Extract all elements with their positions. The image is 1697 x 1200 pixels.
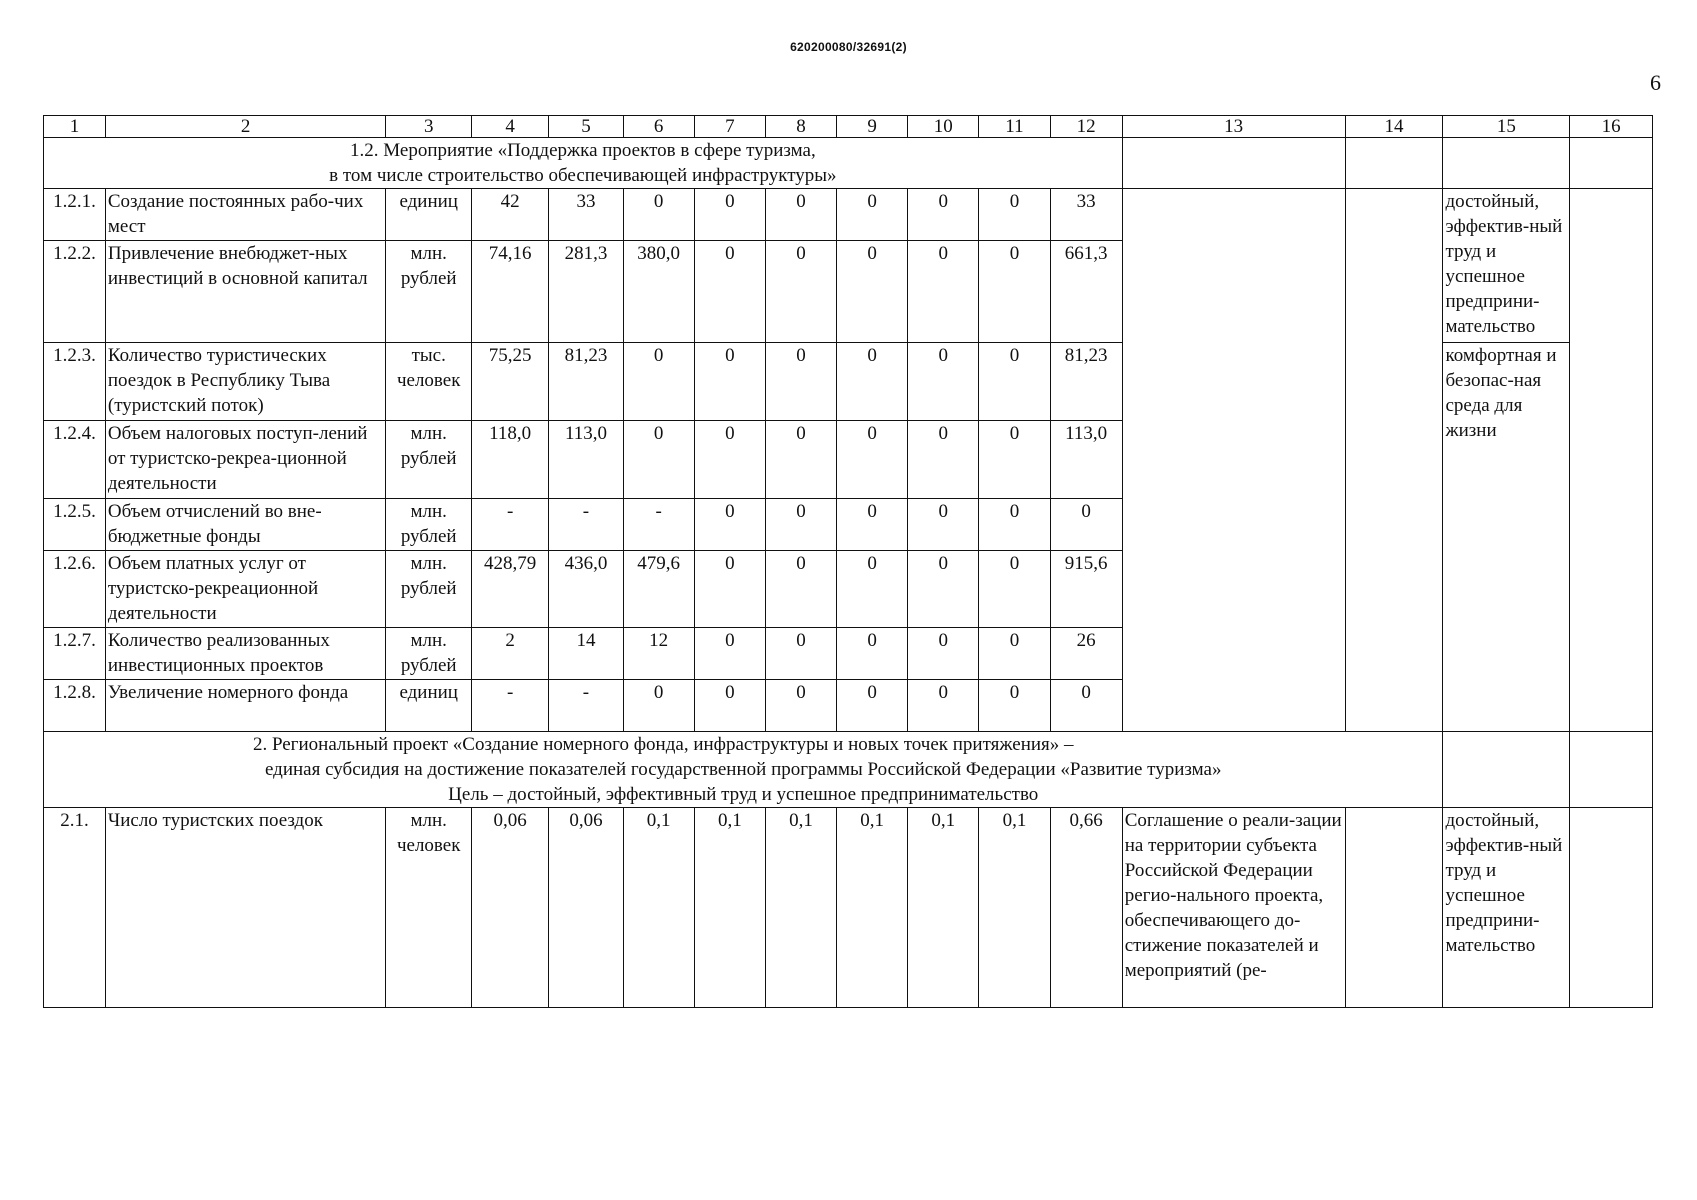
value-cell: 0 (837, 499, 908, 551)
value-cell: 118,0 (472, 421, 549, 499)
value-cell: 0 (694, 189, 765, 241)
value-cell: 0 (623, 421, 694, 499)
unit: млн. рублей (386, 551, 472, 628)
empty-cell (1345, 808, 1443, 1008)
value-cell: 428,79 (472, 551, 549, 628)
indicator-name: Объем отчислений во вне-бюджетные фонды (105, 499, 386, 551)
unit: млн. рублей (386, 628, 472, 680)
table-row (44, 189, 1653, 241)
value-cell: 42 (472, 189, 549, 241)
row-number: 1.2.1. (44, 189, 106, 241)
col-header: 4 (472, 116, 549, 138)
section-2-header-row (44, 732, 1653, 808)
value-cell: 0 (765, 680, 836, 732)
row-number: 1.2.6. (44, 551, 106, 628)
value-cell: 0 (694, 499, 765, 551)
value-cell: 14 (549, 628, 623, 680)
col-header: 11 (979, 116, 1050, 138)
value-cell: 0 (979, 241, 1050, 343)
value-cell: 75,25 (472, 343, 549, 421)
indicator-name: Количество туристических поездок в Республику Тыва (туристский поток) (105, 343, 386, 421)
value-cell: 0 (908, 551, 979, 628)
value-cell: 0 (908, 680, 979, 732)
value-cell: 0 (979, 421, 1050, 499)
value-cell: 0 (837, 421, 908, 499)
value-cell: 0 (837, 189, 908, 241)
indicator-name: Объем платных услуг от туристско-рекреационной деятельности (105, 551, 386, 628)
section-1-2-title (44, 138, 1123, 189)
value-cell: 0 (908, 421, 979, 499)
value-cell: 0 (694, 551, 765, 628)
unit: тыс. человек (386, 343, 472, 421)
value-cell: 0 (765, 241, 836, 343)
table-row (44, 808, 1653, 1008)
value-cell: - (472, 499, 549, 551)
empty-cell (1443, 732, 1570, 808)
empty-cell (1122, 189, 1345, 732)
value-cell: 661,3 (1050, 241, 1122, 343)
value-cell: 0 (908, 343, 979, 421)
document-id: 620200080/32691(2) (790, 40, 907, 54)
indicator-name: Привлечение внебюджет-ных инвестиций в основной капитал (105, 241, 386, 343)
row-number: 2.1. (44, 808, 106, 1008)
value-cell: 479,6 (623, 551, 694, 628)
value-cell: 33 (1050, 189, 1122, 241)
indicator-name: Создание постоянных рабо-чих мест (105, 189, 386, 241)
section-2-title-line1: 2. Региональный проект «Создание номерного фонда, инфраструктуры и новых точек притяжения» – (252, 734, 1074, 755)
empty-cell (1122, 138, 1345, 189)
unit: единиц (386, 189, 472, 241)
value-cell: 74,16 (472, 241, 549, 343)
value-cell: 0 (837, 680, 908, 732)
row-number: 1.2.5. (44, 499, 106, 551)
value-cell: 12 (623, 628, 694, 680)
value-cell: 0 (908, 241, 979, 343)
col-header: 14 (1345, 116, 1443, 138)
goal-decent-work: достойный, эффектив-ный труд и успешное предприни-мательство (1443, 189, 1570, 343)
value-cell: 915,6 (1050, 551, 1122, 628)
section-2-title-line2: единая субсидия на достижение показателей государственной программы Российской Федерации «Развитие туризма» (264, 759, 1222, 780)
value-cell: 0,1 (979, 808, 1050, 1008)
agreement-note: Соглашение о реали-зации на территории субъекта Российской Федерации регио-нального проекта, обеспечивающего до-стижение показателей и мероприятий (ре- (1122, 808, 1345, 1008)
section-1-2-header-row (44, 138, 1653, 189)
col-header: 10 (908, 116, 979, 138)
col-header: 16 (1570, 116, 1653, 138)
unit: млн. человек (386, 808, 472, 1008)
empty-cell (1345, 189, 1443, 732)
value-cell: 0 (837, 628, 908, 680)
empty-cell (1570, 808, 1653, 1008)
row-number: 1.2.2. (44, 241, 106, 343)
indicator-name: Число туристских поездок (105, 808, 386, 1008)
value-cell: 0 (694, 343, 765, 421)
value-cell: 0 (837, 241, 908, 343)
unit: млн. рублей (386, 421, 472, 499)
col-header: 12 (1050, 116, 1122, 138)
col-header: 8 (765, 116, 836, 138)
value-cell: 0 (908, 499, 979, 551)
goal-decent-work: достойный, эффектив-ный труд и успешное предприни-мательство (1443, 808, 1570, 1008)
value-cell: 0 (765, 343, 836, 421)
value-cell: 0 (979, 189, 1050, 241)
empty-cell (1570, 138, 1653, 189)
col-header: 2 (105, 116, 386, 138)
value-cell: 0 (694, 628, 765, 680)
empty-cell (1345, 138, 1443, 189)
value-cell: 0 (765, 421, 836, 499)
col-header: 5 (549, 116, 623, 138)
empty-cell (1443, 138, 1570, 189)
value-cell: 0 (979, 628, 1050, 680)
value-cell: 0 (908, 628, 979, 680)
col-header: 15 (1443, 116, 1570, 138)
row-number: 1.2.8. (44, 680, 106, 732)
value-cell: 0 (694, 421, 765, 499)
value-cell: 0 (623, 189, 694, 241)
value-cell: 0,06 (472, 808, 549, 1008)
row-number: 1.2.3. (44, 343, 106, 421)
col-header: 6 (623, 116, 694, 138)
value-cell: 0,06 (549, 808, 623, 1008)
value-cell: 0 (1050, 680, 1122, 732)
section-1-2-title-line2: в том числе строительство обеспечивающей инфраструктуры» (329, 165, 837, 186)
value-cell: 0 (765, 499, 836, 551)
value-cell: 380,0 (623, 241, 694, 343)
value-cell: 0,1 (623, 808, 694, 1008)
empty-cell (1570, 732, 1653, 808)
value-cell: 0 (623, 680, 694, 732)
value-cell: 0,1 (837, 808, 908, 1008)
indicator-name: Объем налоговых поступ-лений от туристско-рекреа-ционной деятельности (105, 421, 386, 499)
indicator-name: Увеличение номерного фонда (105, 680, 386, 732)
empty-cell (1570, 189, 1653, 732)
value-cell: 0,1 (765, 808, 836, 1008)
value-cell: 0 (979, 680, 1050, 732)
row-number: 1.2.4. (44, 421, 106, 499)
col-header: 7 (694, 116, 765, 138)
value-cell: - (472, 680, 549, 732)
value-cell: 0,1 (694, 808, 765, 1008)
section-1-2-title-line1: 1.2. Мероприятие «Поддержка проектов в сфере туризма, (350, 140, 816, 161)
value-cell: 2 (472, 628, 549, 680)
goal-comfortable-environment: комфортная и безопас-ная среда для жизни (1443, 343, 1570, 732)
value-cell: 0 (837, 551, 908, 628)
value-cell: 436,0 (549, 551, 623, 628)
value-cell: 0 (694, 241, 765, 343)
value-cell: - (623, 499, 694, 551)
col-header: 13 (1122, 116, 1345, 138)
value-cell: 281,3 (549, 241, 623, 343)
value-cell: 0 (837, 343, 908, 421)
value-cell: 0 (1050, 499, 1122, 551)
value-cell: 0 (765, 189, 836, 241)
value-cell: 0 (979, 499, 1050, 551)
value-cell: 0 (623, 343, 694, 421)
value-cell: 26 (1050, 628, 1122, 680)
value-cell: 81,23 (1050, 343, 1122, 421)
value-cell: 0,1 (908, 808, 979, 1008)
col-header: 1 (44, 116, 106, 138)
value-cell: - (549, 680, 623, 732)
indicators-table (43, 115, 1653, 1008)
col-header: 9 (837, 116, 908, 138)
column-number-row (44, 116, 1653, 138)
unit: единиц (386, 680, 472, 732)
value-cell: 113,0 (1050, 421, 1122, 499)
row-number: 1.2.7. (44, 628, 106, 680)
unit: млн. рублей (386, 499, 472, 551)
indicator-name: Количество реализованных инвестиционных проектов (105, 628, 386, 680)
value-cell: 113,0 (549, 421, 623, 499)
value-cell: 81,23 (549, 343, 623, 421)
unit: млн. рублей (386, 241, 472, 343)
value-cell: 0,66 (1050, 808, 1122, 1008)
value-cell: - (549, 499, 623, 551)
value-cell: 0 (765, 551, 836, 628)
value-cell: 0 (979, 551, 1050, 628)
value-cell: 0 (908, 189, 979, 241)
section-2-goal: Цель – достойный, эффективный труд и успешное предпринимательство (448, 784, 1039, 805)
value-cell: 0 (694, 680, 765, 732)
value-cell: 33 (549, 189, 623, 241)
col-header: 3 (386, 116, 472, 138)
value-cell: 0 (979, 343, 1050, 421)
page-number: 6 (1650, 70, 1661, 95)
section-2-title (44, 732, 1443, 808)
value-cell: 0 (765, 628, 836, 680)
